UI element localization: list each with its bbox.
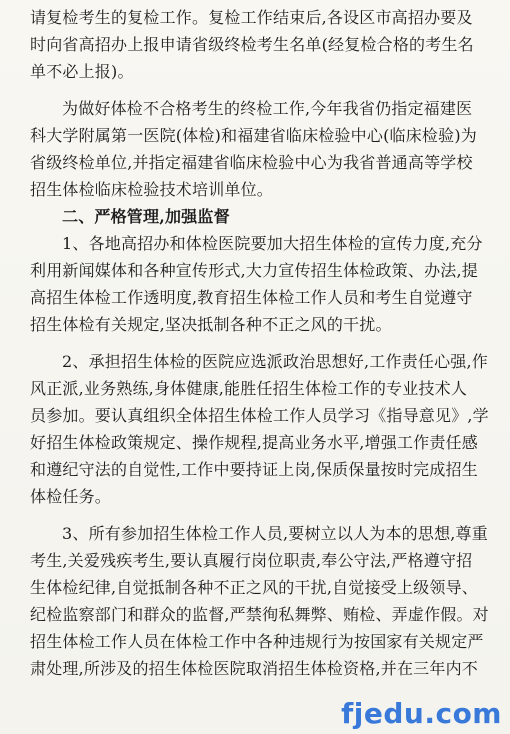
text-line: 肃处理,所涉及的招生体检医院取消招生体检资格,并在三年内不 bbox=[30, 659, 478, 678]
text-line: 风正派,业务熟练,身体健康,能胜任招生体检工作的专业技术人 bbox=[30, 379, 468, 398]
text-line: 省级终检单位,并指定福建省临床检验中心为我省普通高等学校 bbox=[30, 153, 473, 172]
text-line: 好招生体检政策规定、操作规程,提高业务水平,增强工作责任感 bbox=[30, 433, 478, 452]
text-line: 利用新闻媒体和各种宣传形式,大力宣传招生体检政策、办法,提 bbox=[30, 261, 478, 280]
site-watermark: fjedu.com bbox=[341, 697, 502, 730]
text-line: 高招生体检工作透明度,教育招生体检工作人员和考生自觉遵守 bbox=[30, 288, 473, 307]
text-line: 科大学附属第一医院(体检)和福建省临床检验中心(临床检验)为 bbox=[30, 126, 477, 145]
text-line: 单不必上报)。 bbox=[30, 62, 134, 81]
text-line: 请复检考生的复检工作。复检工作结束后,各设区市高招办要及 bbox=[30, 8, 473, 27]
text-line: 招生体检工作人员在体检工作中各种违规行为按国家有关规定严 bbox=[30, 632, 484, 651]
text-line: 生体检纪律,自觉抵制各种不正之风的干扰,自觉接受上级领导、 bbox=[30, 578, 478, 597]
text-line: 员参加。要认真组织全体招生体检工作人员学习《指导意见》,学 bbox=[30, 406, 489, 425]
paragraph-gap bbox=[30, 85, 498, 95]
text-line: 1、各地高招办和体检医院要加大招生体检的宣传力度,充分 bbox=[62, 234, 483, 253]
text-line: 和遵纪守法的自觉性,工作中要持证上岗,保质保量按时完成招生 bbox=[30, 460, 478, 479]
text-line: 招生体检临床检验技术培训单位。 bbox=[30, 180, 274, 199]
text-line: 2、承担招生体检的医院应选派政治思想好,工作责任心强,作 bbox=[62, 352, 488, 371]
paragraph-gap bbox=[30, 510, 498, 520]
text-line: 招生体检有关规定,坚决抵制各种不正之风的干扰。 bbox=[30, 315, 392, 334]
document-body bbox=[30, 4, 498, 682]
section-heading: 二、严格管理,加强监督 bbox=[62, 207, 230, 226]
text-line: 时向省高招办上报申请省级终检考生名单(经复检合格的考生名 bbox=[30, 35, 474, 54]
text-line: 体检任务。 bbox=[30, 487, 112, 506]
text-line: 考生,关爱残疾考生,要认真履行岗位职责,奉公守法,严格遵守招 bbox=[30, 551, 473, 570]
paragraph-gap bbox=[30, 338, 498, 348]
text-line: 为做好体检不合格考生的终检工作,今年我省仍指定福建医 bbox=[62, 99, 473, 118]
text-line: 纪检监察部门和群众的监督,严禁徇私舞弊、贿检、弄虚作假。对 bbox=[30, 605, 489, 624]
text-line: 3、所有参加招生体检工作人员,要树立以人为本的思想,尊重 bbox=[62, 524, 488, 543]
